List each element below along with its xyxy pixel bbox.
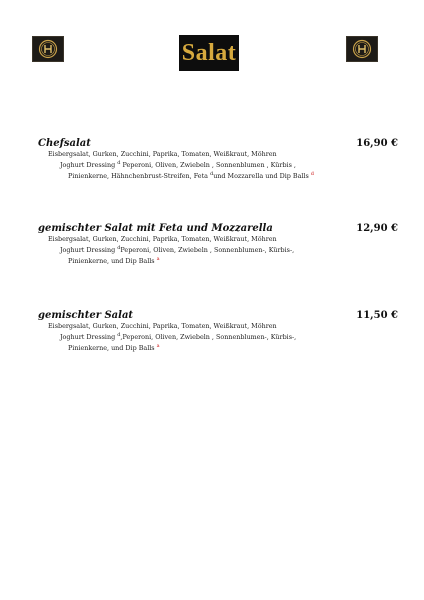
allergen-marker: d — [117, 331, 121, 338]
description-line: Joghurt Dressing $^d$ Peperoni, Oliven, Zwiebeln , Sonnenblumen , Kürbis , — [60, 159, 296, 169]
h-monogram-logo-icon — [38, 39, 58, 59]
item-price: 11,50 € — [356, 310, 398, 321]
allergen-marker: d — [209, 170, 214, 177]
description-line: Joghurt Dressing $^d$,Peperoni, Oliven, Zwiebeln , Sonnenblumen-, Kürbis-, — [60, 331, 297, 341]
allergen-marker: d — [310, 170, 314, 177]
item-price: 12,90 € — [356, 223, 398, 234]
description-line: Joghurt Dressing $^d$Peperoni, Oliven, Zwiebeln , Sonnenblumen-, Kürbis-, — [60, 244, 295, 254]
item-description — [38, 234, 400, 267]
h-monogram-logo-icon — [352, 39, 372, 59]
description-line: Eisbergsalat, Gurken, Zucchini, Paprika, Tomaten, Weißkraut, Möhren — [48, 150, 277, 158]
item-name: gemischter Salat mit Feta und Mozzarella — [38, 223, 273, 234]
allergen-marker: d — [117, 244, 121, 251]
menu-item-gemischter-salat-feta-mozzarella — [38, 223, 400, 267]
page-title: Salat — [181, 40, 237, 66]
item-price: 16,90 € — [356, 138, 398, 149]
item-description — [38, 149, 400, 182]
page-title-banner — [179, 35, 239, 71]
item-name: gemischter Salat — [38, 310, 134, 321]
item-description — [38, 321, 400, 354]
menu-item-chefsalat — [38, 138, 400, 182]
description-line: Pinienkerne, und Dip Balls $^a$ — [68, 342, 160, 352]
allergen-marker: d — [117, 159, 121, 166]
description-line: Pinienkerne, und Dip Balls $^a$ — [68, 255, 160, 265]
allergen-marker: a — [156, 342, 160, 349]
description-line: Eisbergsalat, Gurken, Zucchini, Paprika, Tomaten, Weißkraut, Möhren — [48, 235, 277, 243]
menu-item-gemischter-salat — [38, 310, 400, 354]
item-name: Chefsalat — [38, 138, 91, 149]
allergen-marker: a — [156, 255, 160, 262]
restaurant-logo-left — [32, 36, 64, 62]
description-line: Eisbergsalat, Gurken, Zucchini, Paprika, Tomaten, Weißkraut, Möhren — [48, 322, 277, 330]
restaurant-logo-right — [346, 36, 378, 62]
description-line: Pinienkerne, Hähnchenbrust-Streifen, Feta $^d$und Mozzarella und Dip Balls $^d$ — [68, 170, 314, 180]
